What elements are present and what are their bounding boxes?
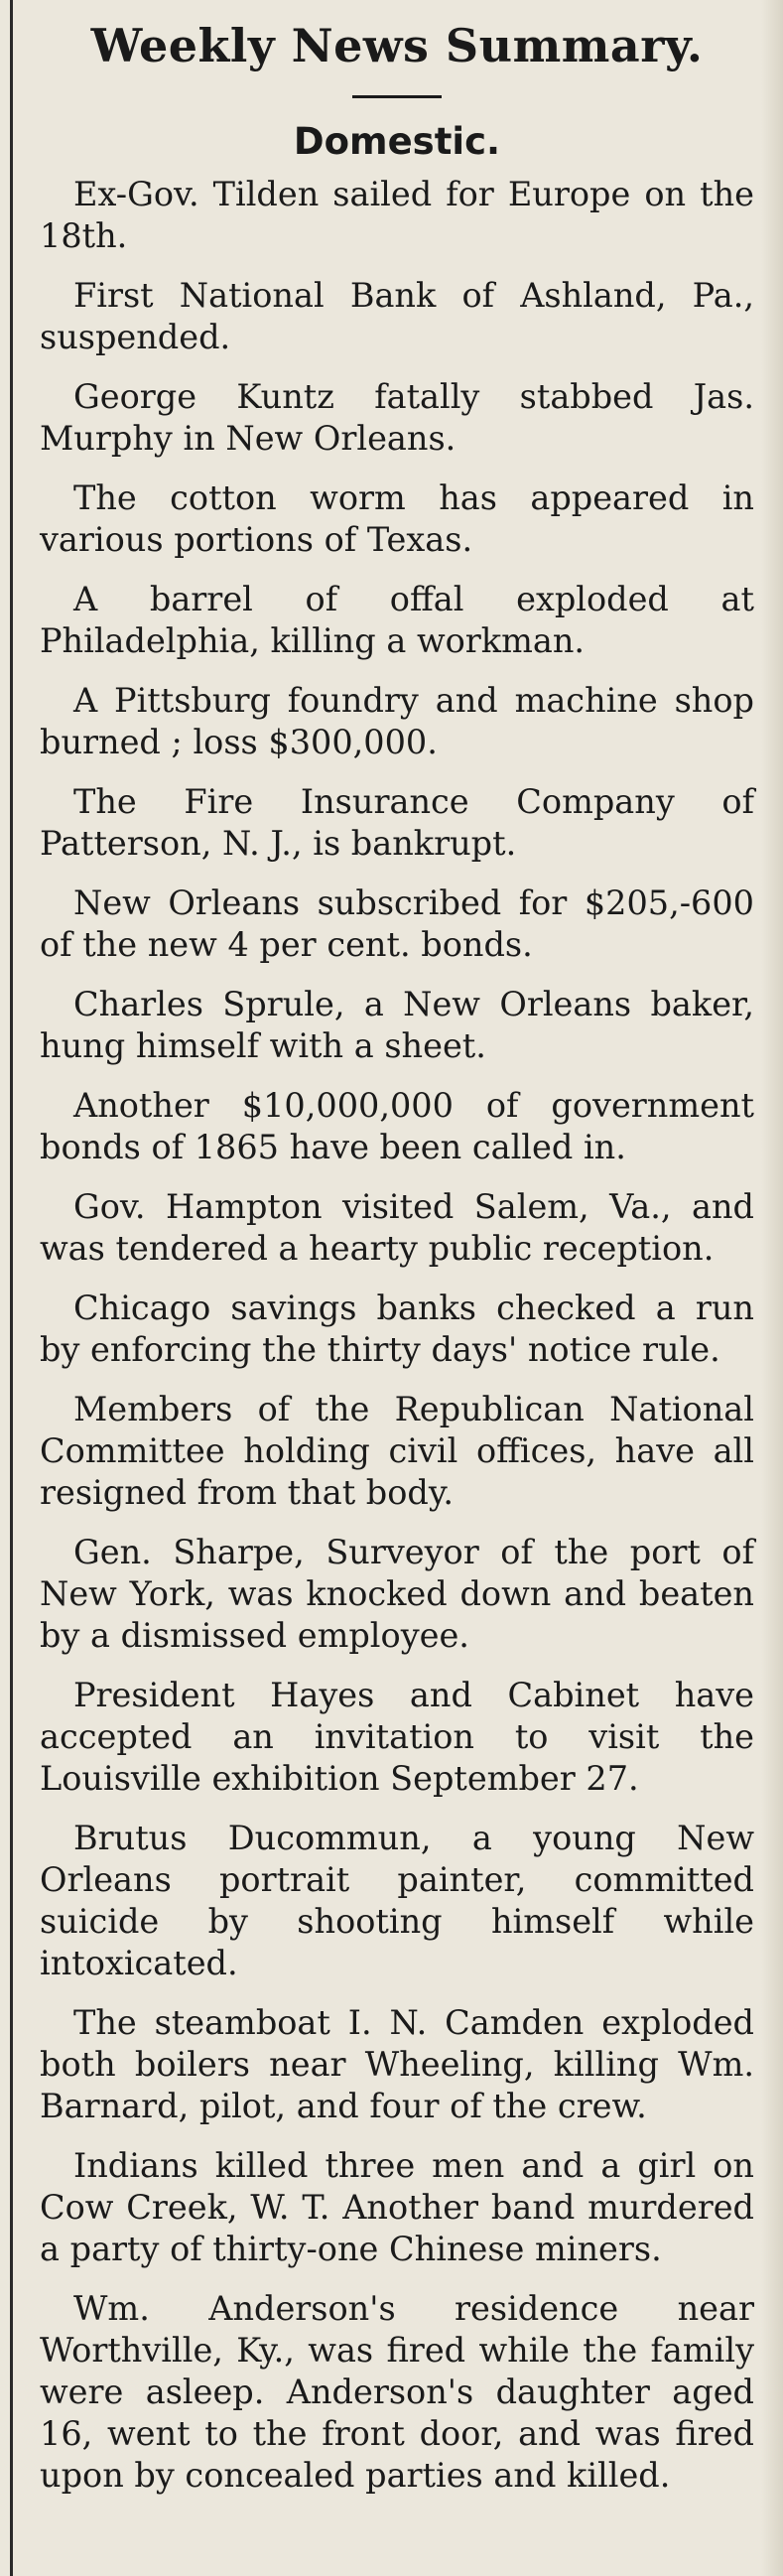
news-item: Brutus Ducommun, a young New Orleans portrait painter, committed suicide by shooting himself while intoxicated. [40,1819,754,1982]
news-item: Ex-Gov. Tilden sailed for Europe on the 18th. [40,175,754,255]
news-items [40,174,754,2497]
news-item: A Pittsburg foundry and machine shop burned ; loss $300,000. [40,681,754,761]
news-item: The steamboat I. N. Camden exploded both boilers near Wheeling, killing Wm. Barnard, pilot, and four of the crew. [40,2003,754,2125]
news-column [40,0,754,2514]
news-item: Charles Sprule, a New Orleans baker, hung himself with a sheet. [40,985,754,1065]
news-item: Another $10,000,000 of government bonds of 1865 have been called in. [40,1086,754,1166]
news-item: Chicago savings banks checked a run by enforcing the thirty days' notice rule. [40,1288,754,1369]
news-item: First National Bank of Ashland, Pa., suspended. [40,276,754,356]
news-item: George Kuntz fatally stabbed Jas. Murphy in New Orleans. [40,377,754,458]
news-item: Members of the Republican National Committee holding civil offices, have all resigned from that body. [40,1390,754,1512]
news-item: New Orleans subscribed for $205,-600 of the new 4 per cent. bonds. [40,883,754,964]
news-item: Wm. Anderson's residence near Worthville, Ky., was fired while the family were asleep. Anderson's daughter aged 16, went to the front door, and was fired upon by concealed parties and killed. [40,2289,754,2495]
news-item: Indians killed three men and a girl on Cow Creek, W. T. Another band murdered a party of thirty-one Chinese miners. [40,2146,754,2268]
news-item: A barrel of offal exploded at Philadelphia, killing a workman. [40,580,754,660]
news-item: Gov. Hampton visited Salem, Va., and was tendered a hearty public reception. [40,1187,754,1268]
headline: Weekly News Summary. [90,19,704,72]
news-item: Gen. Sharpe, Surveyor of the port of New York, was knocked down and beaten by a dismissed employee. [40,1533,754,1655]
headline-divider [352,95,442,98]
news-item: The cotton worm has appeared in various portions of Texas. [40,478,754,559]
section-heading: Domestic. [293,120,501,163]
news-item: President Hayes and Cabinet have accepted an invitation to visit the Louisville exhibition September 27. [40,1676,754,1798]
news-item: The Fire Insurance Company of Patterson, N. J., is bankrupt. [40,782,754,863]
adjacent-column-edge [761,0,783,2576]
column-rule [10,0,13,2576]
